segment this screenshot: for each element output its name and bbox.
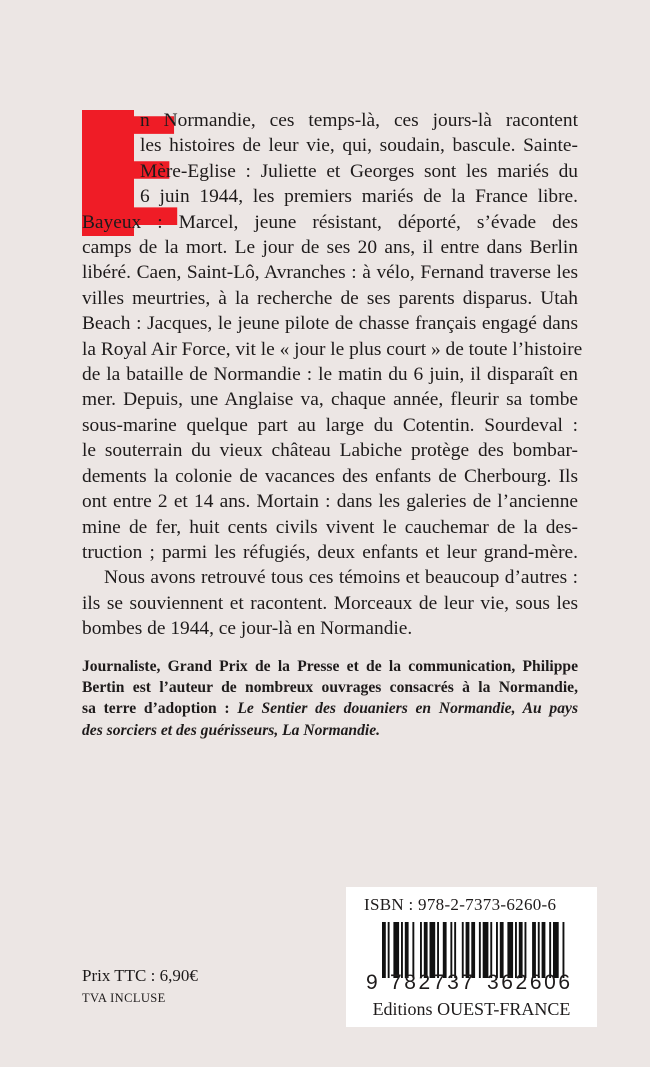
barcode-bar: [420, 922, 422, 978]
barcode-bar: [538, 922, 540, 978]
author-bio: [82, 656, 578, 741]
text-line: libéré. Caen, Saint-Lô, Avranches : à vélo, Fernand traverse les: [82, 262, 578, 284]
barcode-bar: [532, 922, 536, 978]
vat-label: TVA INCLUSE: [82, 991, 166, 1005]
text-line: camps de la mort. Le jour de ses 20 ans, il entre dans Berlin: [82, 237, 578, 259]
paragraph-1: [82, 108, 583, 565]
price-block: [82, 966, 198, 1008]
text-line: ils se souviennent et racontent. Morceaux de leur vie, sous les: [82, 592, 578, 614]
barcode-bar: [405, 922, 409, 978]
barcode-panel: [346, 887, 597, 1027]
text-line: Bayeux : Marcel, jeune résistant, déporté, s’évade des: [82, 211, 578, 233]
barcode-bar: [519, 922, 523, 978]
blurb-text: [82, 108, 583, 642]
text-line: truction ; parmi les réfugiés, deux enfants et leur grand-mère.: [82, 541, 578, 563]
bio-line: [82, 720, 578, 741]
text-line: ont entre 2 et 14 ans. Mortain : dans les galeries de l’ancienne: [82, 491, 578, 513]
barcode-bar: [483, 922, 489, 978]
barcode-bar: [430, 922, 436, 978]
book-titles: des sorciers et des guérisseurs, La Normandie.: [82, 721, 381, 739]
barcode-bar: [553, 922, 559, 978]
barcode-bar: [393, 922, 399, 978]
barcode-bar: [563, 922, 565, 978]
bio-line: Journaliste, Grand Prix de la Presse et de la communication, Philippe: [82, 658, 578, 675]
bio-lead: sa terre d’adoption :: [82, 700, 238, 718]
barcode-bar: [507, 922, 513, 978]
bio-line: Bertin est l’auteur de nombreux ouvrages consacrés à la Normandie,: [82, 679, 578, 697]
barcode-bar: [549, 922, 551, 978]
text-line: de la bataille de Normandie : le matin du 6 juin, il disparaît en: [82, 364, 578, 386]
barcode-bar: [401, 922, 403, 978]
price-label: Prix TTC : 6,90€: [82, 966, 198, 985]
barcode-bar: [471, 922, 475, 978]
barcode-bar: [424, 922, 428, 978]
text-line: mine de fer, huit cents civils vivent le cauchemar de la des-: [82, 516, 578, 538]
barcode-bar: [542, 922, 546, 978]
barcode-bar: [388, 922, 390, 978]
text-line: 6 juin 1944, les premiers mariés de la France libre.: [140, 186, 578, 208]
text-line: sous-marine quelque part au large du Cotentin. Sourdeval :: [82, 414, 578, 436]
barcode-digits-right: 362606: [487, 971, 573, 994]
barcode-image: [382, 922, 572, 978]
barcode-digit-first: 9: [366, 971, 378, 994]
text-line: les histoires de leur vie, qui, soudain, bascule. Sainte-: [140, 135, 578, 157]
barcode-bar: [443, 922, 447, 978]
drop-cap-letter: E: [78, 83, 184, 259]
barcode-bar: [462, 922, 464, 978]
barcode-bar: [500, 922, 504, 978]
text-line: Nous avons retrouvé tous ces témoins et beaucoup d’autres :: [104, 567, 578, 589]
barcode-bar: [515, 922, 517, 978]
barcode-bar: [490, 922, 492, 978]
barcode-bar: [466, 922, 470, 978]
paragraph-2: [82, 565, 578, 641]
barcode-bar: [437, 922, 439, 978]
barcode-bar: [412, 922, 414, 978]
text-line: dements la colonie de vacances des enfants de Cherbourg. Ils: [82, 465, 578, 487]
book-titles: Le Sentier des douaniers en Normandie, Au pays: [237, 700, 579, 718]
barcode-digits-left: 782737: [390, 971, 476, 994]
barcode-bar: [450, 922, 452, 978]
bio-line: [82, 698, 578, 719]
publisher-name: Editions OUEST-FRANCE: [372, 999, 571, 1019]
text-line: n Normandie, ces temps-là, ces jours-là racontent: [140, 110, 578, 131]
barcode-bar: [382, 922, 386, 978]
text-line: mer. Depuis, une Anglaise va, chaque année, fleurir sa tombe: [82, 389, 578, 411]
text-line: Beach : Jacques, le jeune pilote de chasse français engagé dans: [82, 313, 578, 335]
barcode-bar: [454, 922, 456, 978]
text-line: villes meurtries, à la recherche de ses parents disparus. Utah: [82, 287, 578, 309]
barcode-bar: [479, 922, 481, 978]
text-line: Mère-Eglise : Juliette et Georges sont les mariés du: [140, 160, 578, 182]
text-line: la Royal Air Force, vit le « jour le plus court » de toute l’histoire: [82, 338, 583, 360]
barcode-bar: [525, 922, 527, 978]
barcode-bar: [496, 922, 498, 978]
isbn-text: ISBN : 978-2-7373-6260-6: [364, 895, 557, 914]
text-line: le souterrain du vieux château Labiche protège des bombar-: [82, 440, 578, 462]
text-line: bombes de 1944, ce jour-là en Normandie.: [82, 618, 413, 640]
